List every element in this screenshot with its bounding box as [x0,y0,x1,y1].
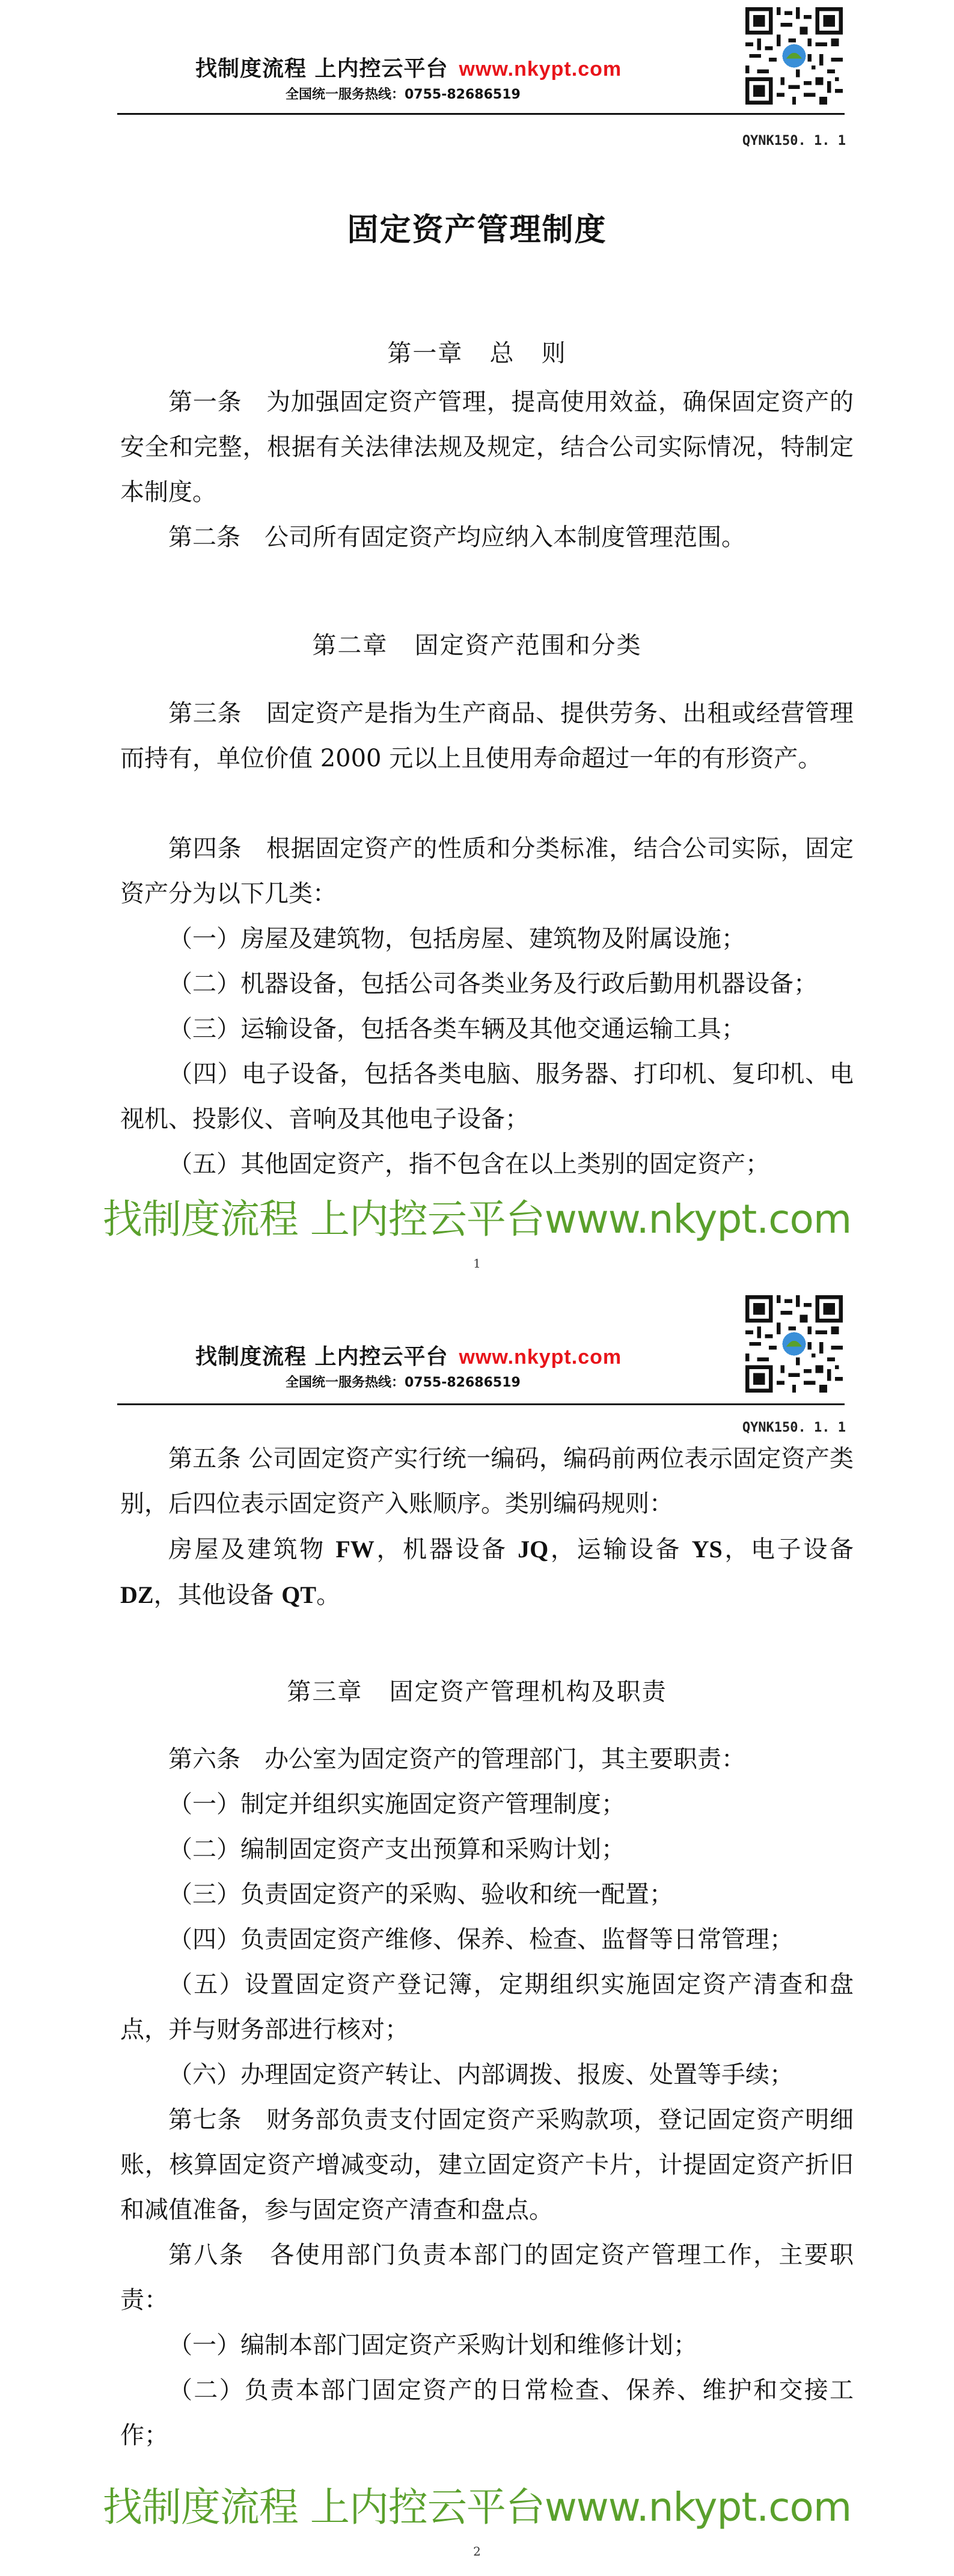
code-fw: FW [335,1536,375,1563]
watermark-text: 找制度流程 上内控云平台www.nkypt.com [102,1196,852,1242]
list-item: （二）负责本部门固定资产的日常检查、保养、维护和交接工作； [120,2376,854,2449]
code-jq: JQ [518,1536,549,1563]
header-divider [117,1403,845,1405]
chapter-heading: 第二章 固定资产范围和分类 [312,632,642,659]
qr-code-icon [745,1295,843,1393]
article-paragraph: 第三条 固定资产是指为生产商品、提供劳务、出租或经营管理而持有，单位价值 2000 元以上且使用寿命超过一年的有形资产。 [120,700,854,772]
list-item: （五）设置固定资产登记簿，定期组织实施固定资产清查和盘点，并与财务部进行核对； [120,1971,854,2043]
hotline-text: 全国统一服务热线：0755-82686519 [286,1375,521,1390]
article-paragraph: 第四条 根据固定资产的性质和分类标准，结合公司实际，固定资产分为以下几类： [120,835,854,908]
list-item: （六）办理固定资产转让、内部调拨、报废、处置等手续； [168,2061,793,2089]
brand-url-link[interactable]: www.nkypt.com [459,1346,622,1369]
list-item: （一）制定并组织实施固定资产管理制度； [168,1790,625,1818]
list-item: （四）负责固定资产维修、保养、检查、监督等日常管理； [168,1926,793,1953]
list-item: （一）房屋及建筑物，包括房屋、建筑物及附属设施； [168,925,745,953]
article-paragraph: 第二条 公司所有固定资产均应纳入本制度管理范围。 [168,523,745,551]
page-header [117,0,845,120]
list-item: （四）电子设备，包括各类电脑、服务器、打印机、复印机、电视机、投影仪、音响及其他电子设备； [120,1060,854,1133]
code-text: 房屋及建筑物 [168,1536,336,1563]
code-text: ，电子设备 [722,1536,854,1563]
article-paragraph: 第七条 财务部负责支付固定资产采购款项，登记固定资产明细账，核算固定资产增减变动，建立固定资产卡片，计提固定资产折旧和减值准备，参与固定资产清查和盘点。 [120,2106,854,2224]
brand-name: 找制度流程 上内控云平台 [195,1344,448,1369]
code-dz: DZ [120,1581,154,1608]
brand-url-link[interactable]: www.nkypt.com [459,58,622,81]
code-text: ，其他设备 [153,1581,282,1609]
hotline-text: 全国统一服务热线：0755-82686519 [286,87,521,102]
article-paragraph: 第一条 为加强固定资产管理，提高使用效益，确保固定资产的安全和完整，根据有关法律法规及规定，结合公司实际情况，特制定本制度。 [120,388,854,506]
watermark-text: 找制度流程 上内控云平台www.nkypt.com [102,2484,852,2530]
code-ys: YS [691,1536,723,1563]
article-paragraph: 第五条 公司固定资产实行统一编码，编码前两位表示固定资产类别，后四位表示固定资产入账顺序。类别编码规则： [120,1445,854,1518]
document-page-2 [0,1288,954,2576]
article-paragraph: 第八条 各使用部门负责本部门的固定资产管理工作，主要职责： [120,2241,854,2314]
page-number: 1 [473,1256,481,1271]
list-item: （一）编制本部门固定资产采购计划和维修计划； [168,2331,697,2359]
brand-line [195,52,622,82]
page-title: 固定资产管理制度 [347,212,607,248]
document-code: QYNK150. 1. 1 [742,133,846,148]
code-text: ，运输设备 [548,1536,692,1563]
list-item: （二）机器设备，包括公司各类业务及行政后勤用机器设备； [168,970,818,998]
code-rules-paragraph [120,1527,854,1618]
list-item: （三）运输设备，包括各类车辆及其他交通运输工具； [168,1015,745,1043]
list-item: （二）编制固定资产支出预算和采购计划； [168,1836,625,1863]
code-text: 。 [316,1581,341,1609]
page-header [117,1288,845,1408]
article-paragraph: 第六条 办公室为固定资产的管理部门，其主要职责： [168,1745,745,1773]
code-text: ，机器设备 [374,1536,518,1563]
chapter-heading: 第三章 固定资产管理机构及职责 [287,1678,667,1706]
header-divider [117,113,845,115]
brand-name: 找制度流程 上内控云平台 [195,56,448,81]
list-item: （三）负责固定资产的采购、验收和统一配置； [168,1881,673,1908]
code-qt: QT [281,1581,317,1608]
document-code: QYNK150. 1. 1 [742,1420,846,1435]
page-number: 2 [473,2544,481,2559]
brand-line [195,1340,622,1370]
list-item: （五）其他固定资产，指不包含在以上类别的固定资产； [168,1150,769,1178]
qr-code-icon [745,7,843,105]
chapter-heading: 第一章 总 则 [387,340,567,367]
